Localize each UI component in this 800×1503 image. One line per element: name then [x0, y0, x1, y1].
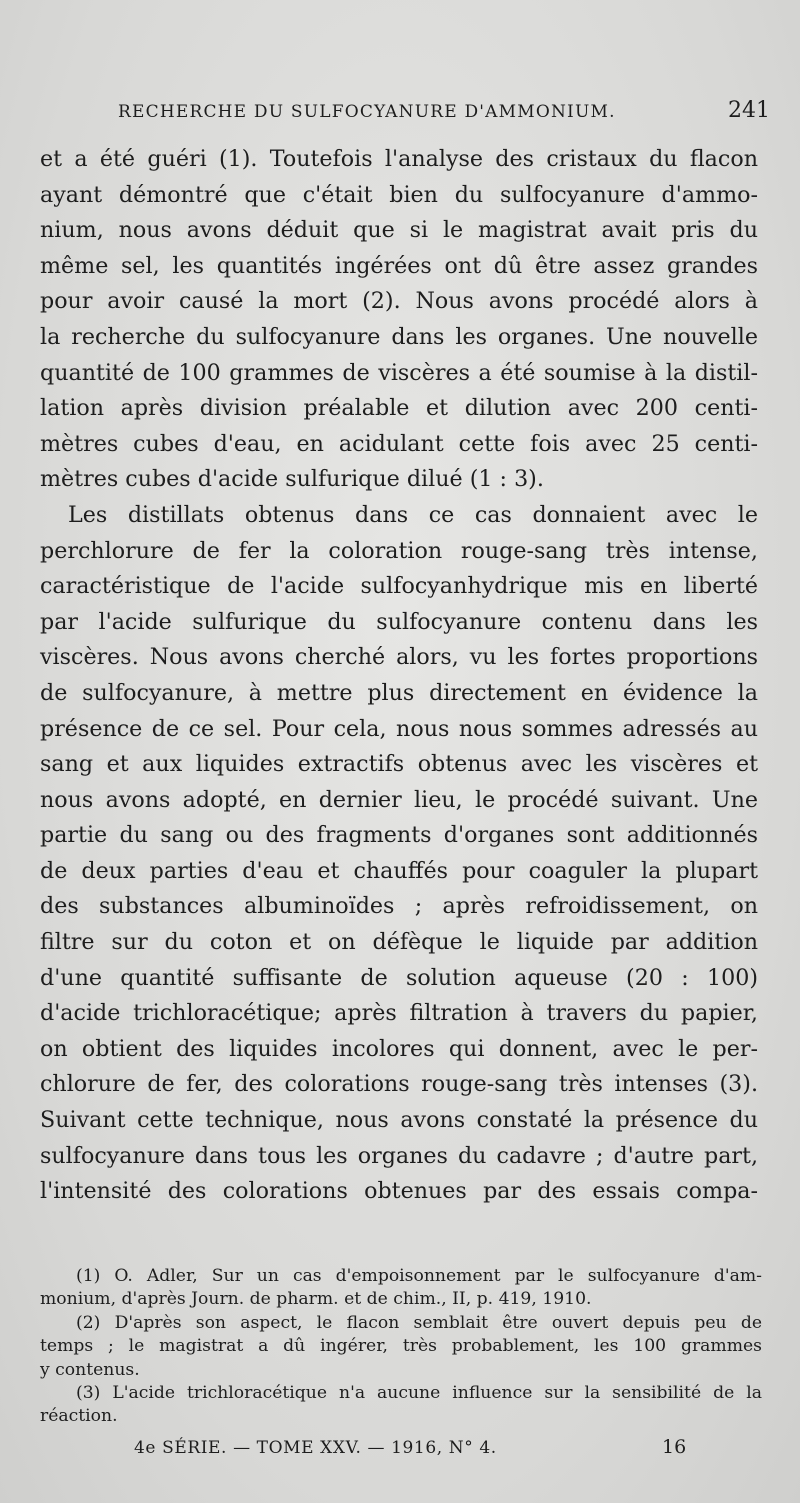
- body-line: partie du sang ou des fragments d'organes sont additionnés: [40, 822, 758, 849]
- body-line: par l'acide sulfurique du sulfocyanure contenu dans les: [40, 608, 758, 635]
- body-line: sulfocyanure dans tous les organes du cadavre ; d'autre part,: [40, 1142, 758, 1169]
- body-line: Suivant cette technique, nous avons constaté la présence du: [40, 1107, 758, 1134]
- footnote-line: réaction.: [40, 1406, 118, 1427]
- body-line: quantité de 100 grammes de viscères a été soumise à la distil-: [40, 359, 758, 386]
- body-line: filtre sur du coton et on défèque le liquide par addition: [40, 929, 758, 956]
- signature-line: 4e SÉRIE. — TOME XXV. — 1916, N° 4.: [134, 1438, 497, 1458]
- body-line: mètres cubes d'acide sulfurique dilué (1 : 3).: [40, 466, 544, 493]
- body-line: mètres cubes d'eau, en acidulant cette fois avec 25 centi-: [40, 430, 758, 457]
- body-line: de deux parties d'eau et chauffés pour coaguler la plupart: [40, 857, 758, 884]
- footnote-line: (1) O. Adler, Sur un cas d'empoisonnement par le sulfocyanure d'am-: [76, 1266, 762, 1286]
- body-line: ayant démontré que c'était bien du sulfocyanure d'ammo-: [40, 181, 758, 208]
- page-footer: [40, 1436, 762, 1466]
- body-line: la recherche du sulfocyanure dans les organes. Une nouvelle: [40, 323, 758, 350]
- body-line: d'une quantité suffisante de solution aqueuse (20 : 100): [40, 964, 758, 991]
- body-line: nous avons adopté, en dernier lieu, le procédé suivant. Une: [40, 786, 758, 813]
- body-line: l'intensité des colorations obtenues par des essais compa-: [40, 1178, 758, 1205]
- body-line: nium, nous avons déduit que si le magistrat avait pris du: [40, 217, 758, 244]
- body-line: même sel, les quantités ingérées ont dû être assez grandes: [40, 252, 758, 279]
- body-line: perchlorure de fer la coloration rouge-sang très intense,: [40, 537, 758, 564]
- footnote-line: temps ; le magistrat a dû ingérer, très probablement, les 100 grammes: [40, 1336, 762, 1357]
- footnote-line: monium, d'après Journ. de pharm. et de chim., II, p. 419, 1910.: [40, 1289, 592, 1310]
- body-line: et a été guéri (1). Toutefois l'analyse des cristaux du flacon: [40, 146, 758, 172]
- footnote-line: (3) L'acide trichloracétique n'a aucune influence sur la sensibilité de la: [76, 1382, 762, 1403]
- body-line: pour avoir causé la mort (2). Nous avons procédé alors à: [40, 288, 758, 315]
- body-line: viscères. Nous avons cherché alors, vu les fortes proportions: [40, 644, 758, 671]
- body-line: des substances albuminoïdes ; après refroidissement, on: [40, 893, 758, 920]
- sheet-number: 16: [662, 1436, 687, 1458]
- body-line: Les distillats obtenus dans ce cas donnaient avec le: [68, 501, 758, 528]
- page-header: [40, 96, 770, 136]
- body-line: sang et aux liquides extractifs obtenus avec les viscères et: [40, 751, 758, 778]
- body-line: de sulfocyanure, à mettre plus directement en évidence la: [40, 679, 758, 706]
- footnotes: [40, 1265, 762, 1429]
- body-line: d'acide trichloracétique; après filtration à travers du papier,: [40, 1000, 758, 1027]
- footnote-line: (2) D'après son aspect, le flacon semblait être ouvert depuis peu de: [76, 1312, 762, 1333]
- running-title: RECHERCHE DU SULFOCYANURE D'AMMONIUM.: [118, 102, 616, 122]
- body-text: [40, 142, 758, 1210]
- page-number: 241: [728, 98, 770, 123]
- body-line: présence de ce sel. Pour cela, nous nous sommes adressés au: [40, 715, 758, 742]
- body-line: caractéristique de l'acide sulfocyanhydrique mis en liberté: [40, 573, 758, 600]
- body-line: lation après division préalable et dilution avec 200 centi-: [40, 395, 758, 422]
- footnote-line: y contenus.: [40, 1359, 140, 1380]
- body-line: on obtient des liquides incolores qui donnent, avec le per-: [40, 1035, 758, 1062]
- body-line: chlorure de fer, des colorations rouge-sang très intenses (3).: [40, 1071, 758, 1098]
